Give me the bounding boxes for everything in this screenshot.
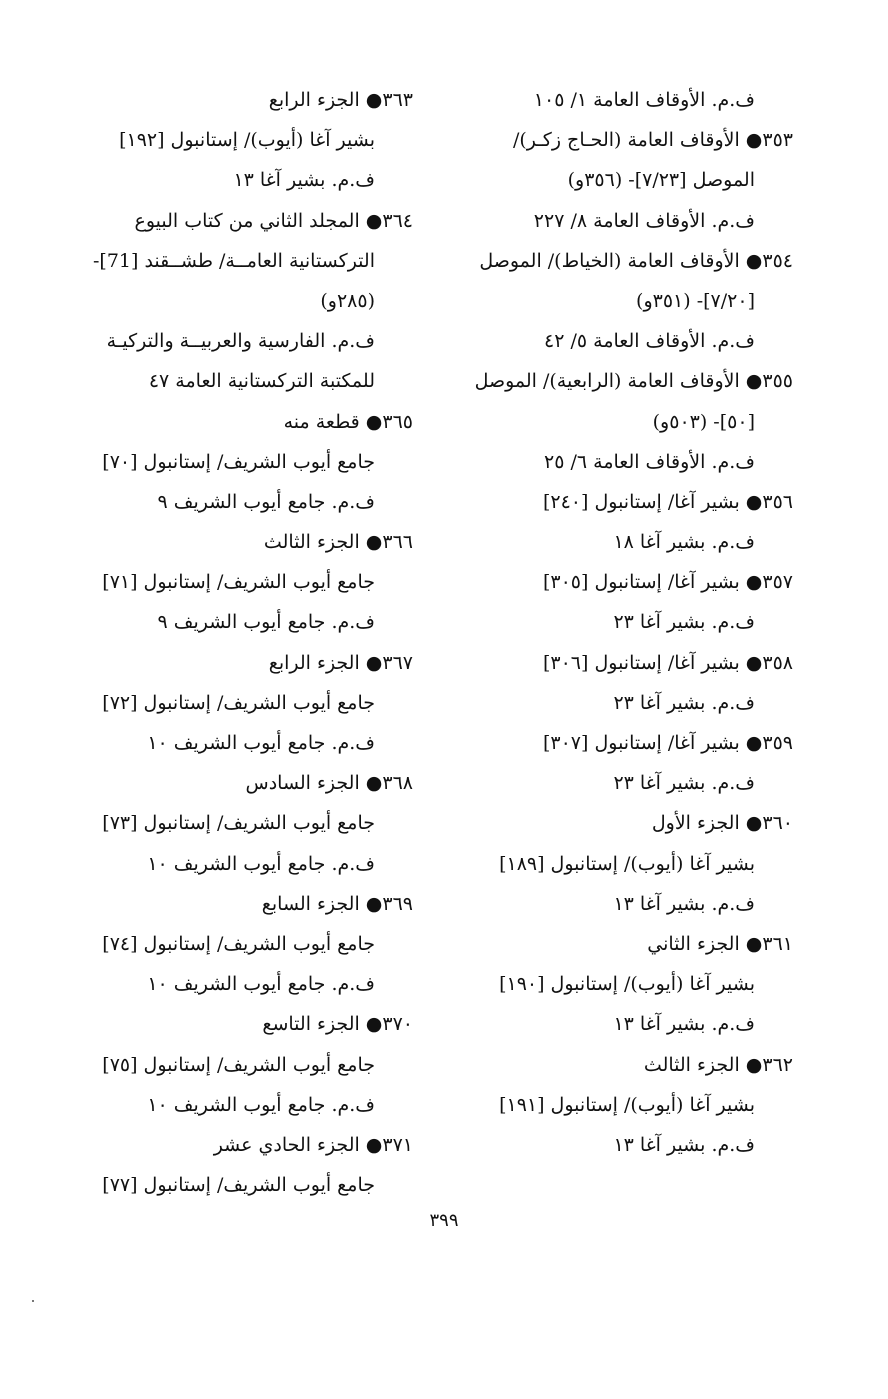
entry-heading: ٣٧١● الجزء الحادي عشر [213,1133,413,1156]
entry-line: ف.م. جامع أيوب الشريف ١٠ [147,732,375,754]
entry-line: (٢٨٥و) [320,289,375,312]
entry-line: ف.م. بشير آغا ٢٣ [613,691,755,714]
entry-heading: ٣٧٠● الجزء التاسع [262,1013,413,1036]
entry-heading: ٣٥٥● الأوقاف العامة (الرابعية)/ الموصل [474,370,793,393]
entry-heading: ٣٦١● الجزء الثاني [647,932,793,955]
entry-line: ف.م. بشير آغا ٢٣ [613,772,755,795]
entry-heading: ٣٦٣● الجزء الرابع [268,89,413,111]
entry-line: جامع أيوب الشريف/ إستانبول [٧٣] [102,812,375,835]
entry-line: ف.م. جامع أيوب الشريف ٩ [157,611,375,634]
entry-line: جامع أيوب الشريف/ إستانبول [٧٤] [102,932,375,955]
entry-line: بشير آغا (أيوب)/ إستانبول [١٩١] [499,1093,755,1116]
entry-line: جامع أيوب الشريف/ إستانبول [٧١] [102,571,375,594]
entry-heading: ٣٦٤● المجلد الثاني من كتاب البيوع [134,209,413,232]
entry-line: ف.م. الأوقاف العامة ٨/ ٢٢٧ [533,209,755,232]
entry-line: ف.م. الأوقاف العامة ٥/ ٤٢ [544,330,755,353]
entry-line: للمكتبة التركستانية العامة ٤٧ [148,370,375,393]
entry-heading: ٣٦٨● الجزء السادس [245,772,413,795]
entry-heading: ٣٥٨● بشير آغا/ إستانبول [٣٠٦] [542,651,793,674]
entry-line: جامع أيوب الشريف/ إستانبول [٧٢] [102,691,375,714]
entry-heading: ٣٦٧● الجزء الرابع [268,651,413,674]
entry-heading: ٣٥٣● الأوقاف العامة (الحـاج زكـر)/ [512,129,793,152]
entry-line: ف.م. الأوقاف العامة ٦/ ٢٥ [544,450,755,473]
entry-line: جامع أيوب الشريف/ إستانبول [٧٠] [102,450,375,473]
right-column [433,80,793,1165]
page-number: ٣٩٩ [429,1210,459,1231]
entry-line: [٥٠]- (٥٠٣و) [652,410,755,433]
entry-line: جامع أيوب الشريف/ إستانبول [٧٧] [102,1174,375,1197]
entry-heading: ٣٦٥● قطعة منه [283,410,413,433]
entry-heading: ٣٥٩● بشير آغا/ إستانبول [٣٠٧] [542,732,793,754]
entry-line: ف.م. بشير آغا ١٣ [613,892,755,915]
left-column [83,80,413,1205]
entry-line: ف.م. الفارسية والعربيــة والتركيـة [106,330,375,353]
entry-line: بشير آغا (أيوب)/ إستانبول [١٩٠] [499,973,755,996]
entry-line: ف.م. بشير آغا ١٣ [613,1133,755,1156]
entry-line: التركستانية العامــة/ طشــقند [71]- [92,249,375,272]
entry-heading: ٣٥٦● بشير آغا/ إستانبول [٢٤٠] [542,490,793,513]
entry-heading: ٣٦٩● الجزء السابع [261,892,413,915]
entry-line: [٧/٢٠]- (٣٥١و) [636,289,755,312]
entry-heading: ٣٥٧● بشير آغا/ إستانبول [٣٠٥] [542,571,793,594]
entry-line: ف.م. بشير آغا ١٣ [233,169,375,192]
entry-line: ف.م. بشير آغا ١٨ [613,531,755,554]
entry-line: جامع أيوب الشريف/ إستانبول [٧٥] [102,1053,375,1076]
entry-line: ف.م. بشير آغا ٢٣ [613,611,755,634]
entry-line: ف.م. جامع أيوب الشريف ١٠ [147,973,375,996]
entry-heading: ٣٥٤● الأوقاف العامة (الخياط)/ الموصل [479,249,793,272]
entry-heading: ٣٦٠● الجزء الأول [651,812,793,835]
entry-line: ف.م. جامع أيوب الشريف ١٠ [147,1093,375,1116]
entry-heading: ٣٦٦● الجزء الثالث [263,531,413,554]
entry-heading: ٣٦٢● الجزء الثالث [643,1053,793,1076]
entry-line: ف.م. جامع أيوب الشريف ١٠ [147,852,375,875]
scan-speck [32,1300,34,1302]
entry-line: ف.م. بشير آغا ١٣ [613,1013,755,1036]
entry-line: بشير آغا (أيوب)/ إستانبول [١٨٩] [499,852,755,875]
entry-line: ف.م. الأوقاف العامة ١/ ١٠٥ [533,89,755,111]
entry-line: الموصل [٧/٢٣]- (٣٥٦و) [567,169,755,192]
entry-line: بشير آغا (أيوب)/ إستانبول [١٩٢] [119,129,375,152]
entry-line: ف.م. جامع أيوب الشريف ٩ [157,490,375,513]
